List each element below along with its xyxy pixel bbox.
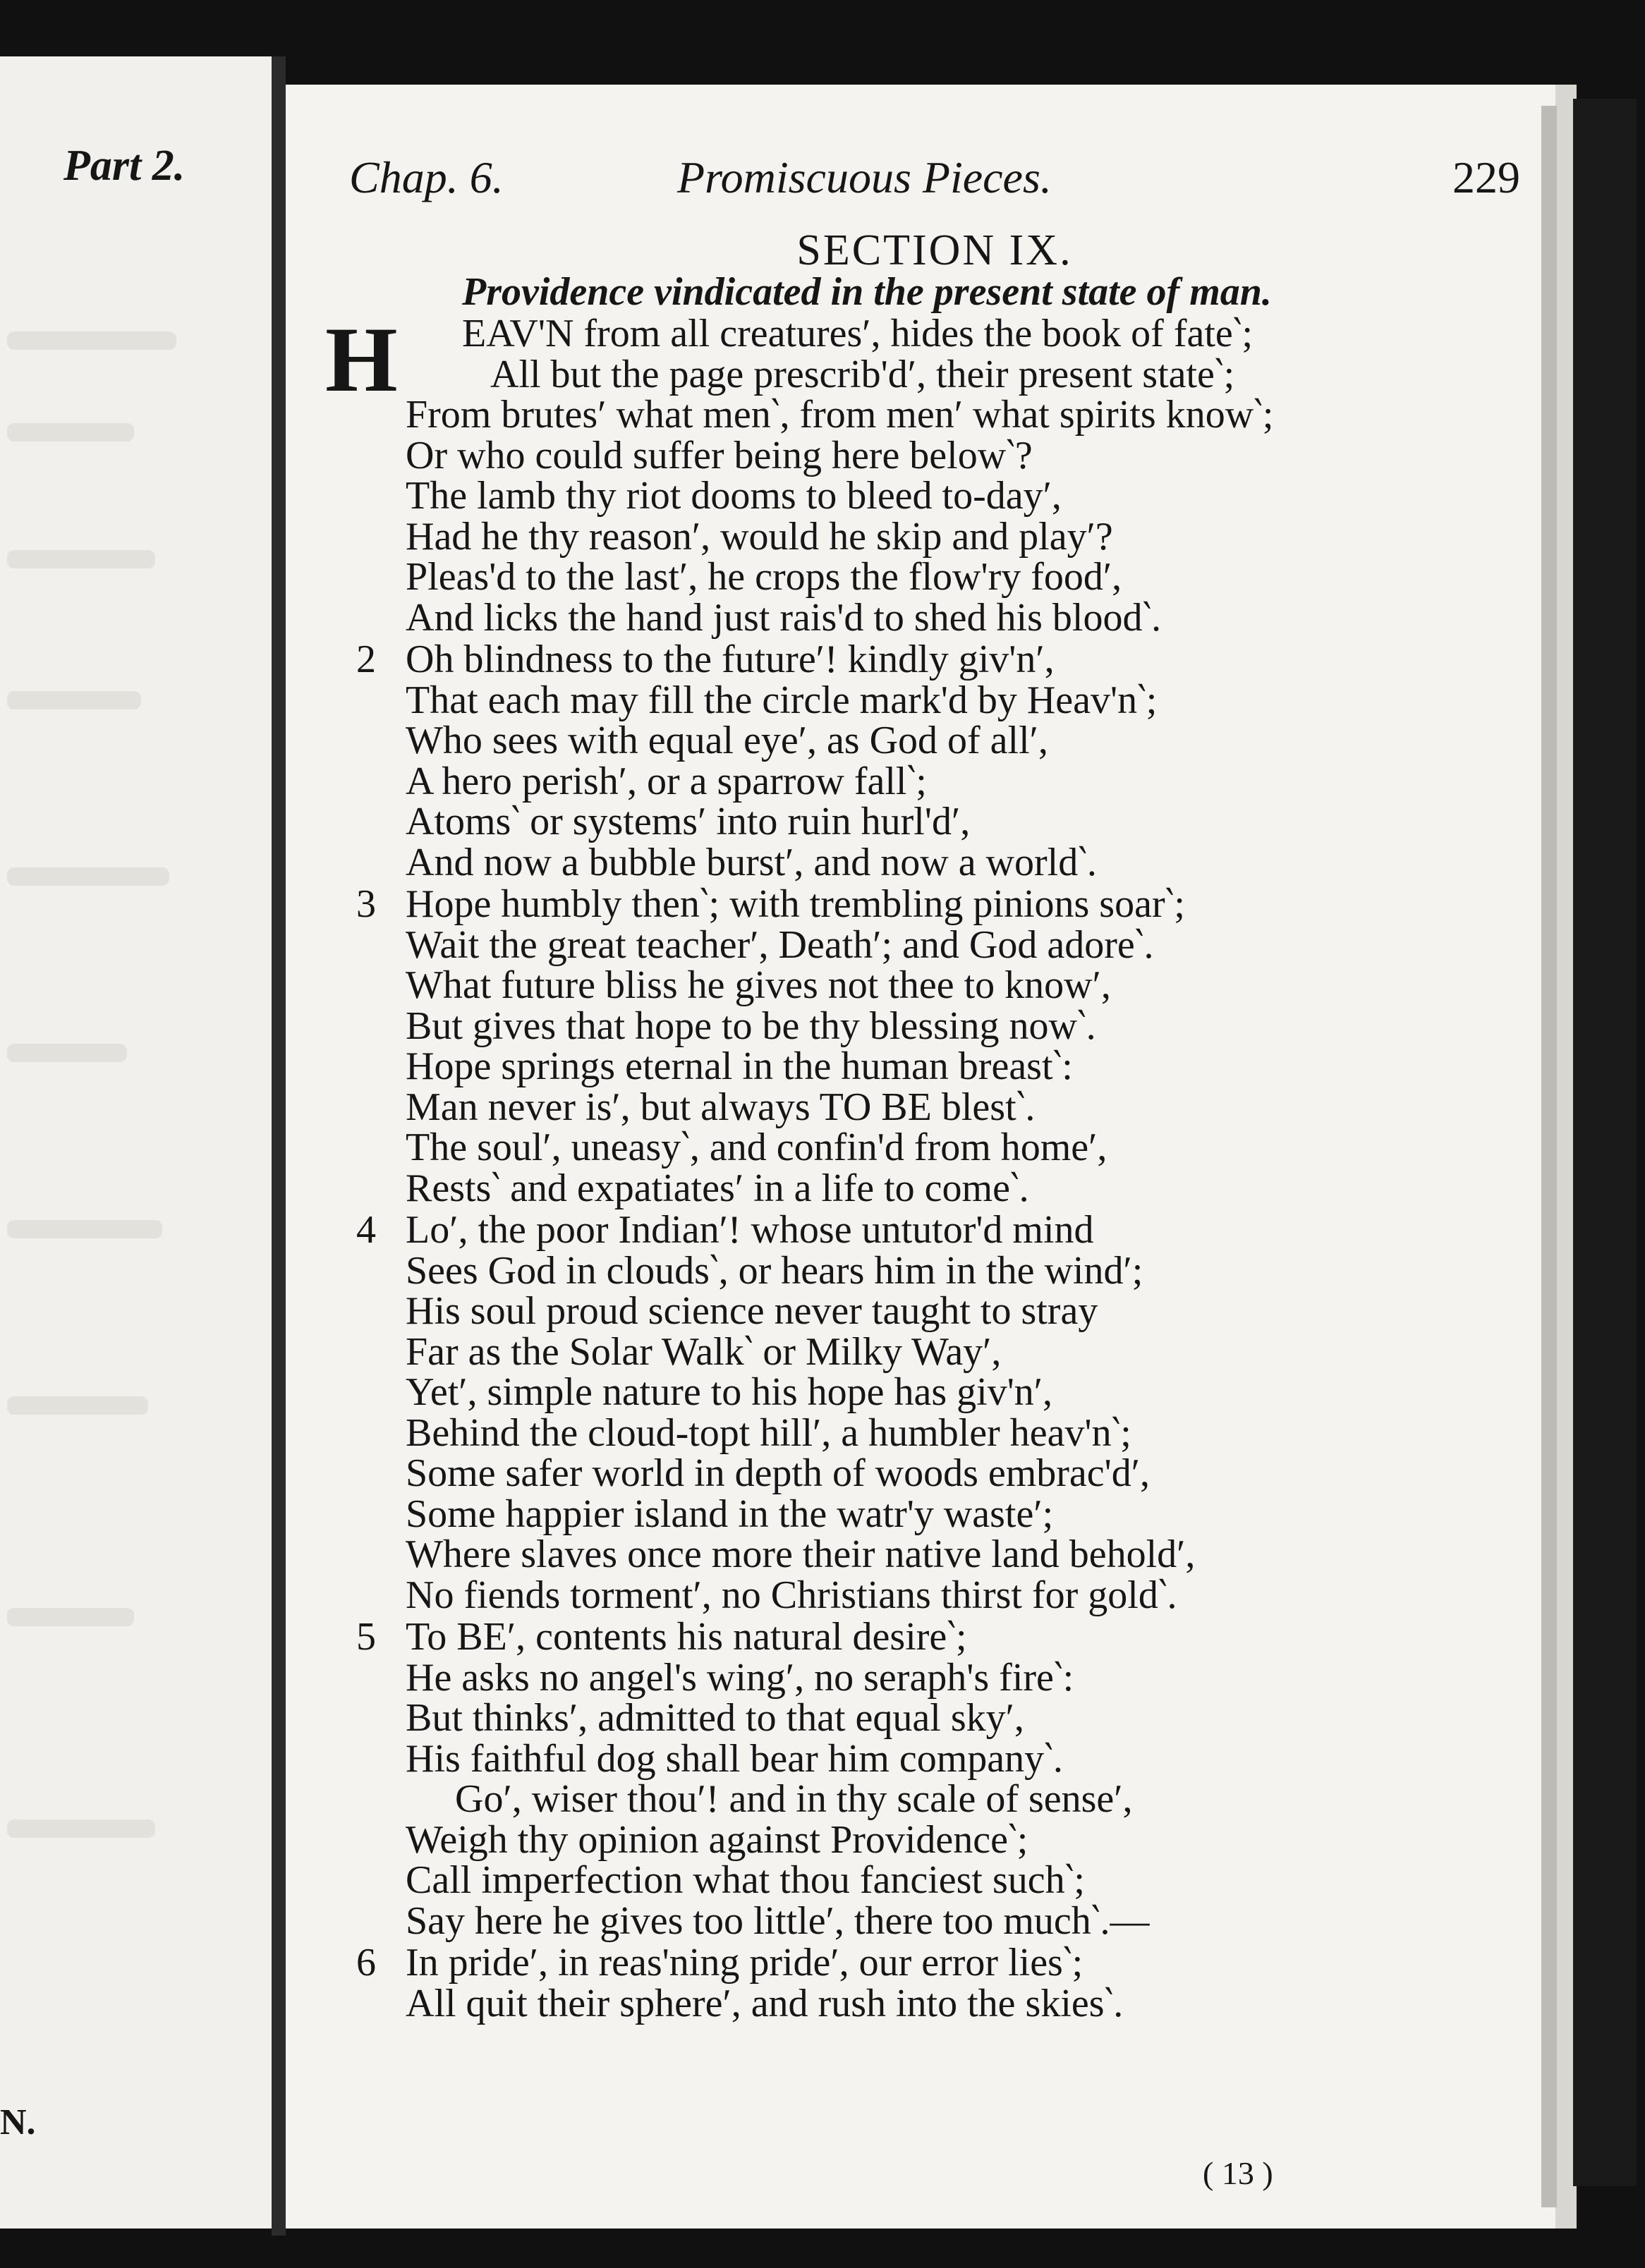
poem-line-text: Some safer world in depth of woods embrac'd′,: [406, 1451, 1150, 1495]
bleed-through-line: [7, 331, 176, 350]
poem-line: [356, 1981, 1541, 2025]
stanza-number: 6: [356, 1941, 376, 1984]
stanza: [356, 1943, 1541, 2024]
page-number: 229: [1452, 152, 1520, 202]
poem-line-text: To BE′, contents his natural desire‵;: [406, 1615, 967, 1659]
poem-line: [356, 1128, 1541, 1169]
bleed-through-line: [7, 550, 155, 568]
poem-line-text: Call imperfection what thou fanciest such‵;: [406, 1858, 1085, 1902]
poem-line: [356, 1736, 1541, 1781]
poem-line-text: He asks no angel's wing′, no seraph's fire‵:: [406, 1655, 1074, 1700]
poem-line: [356, 1410, 1541, 1455]
poem-line: [356, 1779, 1541, 1820]
poem-line-text: What future bliss he gives not thee to know′,: [406, 963, 1111, 1007]
stanza: [356, 314, 1541, 638]
poem-line: [356, 1532, 1541, 1576]
poem-line: [356, 1898, 1541, 1943]
poem-line-text: Wait the great teacher′, Death′; and God adore‵.: [406, 922, 1154, 967]
poem-line-text: Sees God in clouds‵, or hears him in the wind′;: [406, 1248, 1143, 1293]
poem-line: [356, 965, 1541, 1006]
poem-line: [356, 1617, 1541, 1658]
section-subtitle: Providence vindicated in the present state of man.: [462, 270, 1272, 314]
poem-line-text: Hope springs eternal in the human breast‵:: [406, 1044, 1073, 1088]
poem-line: [356, 557, 1541, 598]
stanza-number: 5: [356, 1615, 376, 1659]
poem-line: [356, 395, 1541, 436]
poem-body: [356, 314, 1541, 2024]
poem-line: [356, 595, 1541, 640]
poem-line-text: All but the page prescrib'd′, their present state‵;: [490, 352, 1235, 396]
poem-line-text: And now a bubble burst′, and now a world‵.: [406, 840, 1097, 884]
poem-line: [356, 352, 1541, 396]
poem-line: [356, 314, 1541, 355]
poem-line-text: A hero perish′, or a sparrow fall‵;: [406, 759, 927, 803]
poem-line: [356, 840, 1541, 884]
poem-line: [356, 1329, 1541, 1374]
bleed-through-line: [7, 423, 134, 441]
poem-line: [356, 1087, 1541, 1128]
poem-line: [356, 1494, 1541, 1535]
poem-line: [356, 1210, 1541, 1251]
previous-page-footer: N.: [0, 2102, 36, 2142]
poem-line-text: Yet′, simple nature to his hope has giv'n′,: [406, 1370, 1053, 1414]
poem-line-text: But gives that hope to be thy blessing now‵.: [406, 1004, 1096, 1048]
chapter-label: Chap. 6.: [349, 152, 504, 202]
poem-line-text: From brutes′ what men‵, from men′ what spirits know‵;: [406, 393, 1274, 437]
poem-line-text: All quit their sphere′, and rush into the skies‵.: [406, 1981, 1124, 2025]
poem-line: [356, 476, 1541, 517]
poem-line-text: But thinks′, admitted to that equal sky′,: [406, 1696, 1024, 1740]
poem-line: [356, 922, 1541, 967]
poem-line: [356, 1655, 1541, 1700]
book-page: [286, 85, 1577, 2229]
poem-line: [356, 514, 1541, 559]
poem-line-text: His faithful dog shall bear him company‵.: [406, 1736, 1063, 1781]
poem-line: [356, 1044, 1541, 1088]
poem-line: [356, 1575, 1541, 1616]
bleed-through-line: [7, 1220, 162, 1238]
poem-line-text: Weigh thy opinion against Providence‵;: [406, 1817, 1028, 1862]
poem-line-text: EAV'N from all creatures′, hides the book of fate‵;: [462, 312, 1254, 355]
poem-line: [356, 678, 1541, 722]
poem-line-text: And licks the hand just rais'd to shed his blood‵.: [406, 595, 1162, 640]
bleed-through-line: [7, 1608, 134, 1626]
poem-line-text: Rests‵ and expatiates′ in a life to come‵.: [406, 1166, 1029, 1210]
section-heading: SECTION IX.: [796, 226, 1073, 274]
poem-line-text: Had he thy reason′, would he skip and play′?: [406, 514, 1113, 559]
poem-line: [356, 802, 1541, 843]
poem-line-text: Where slaves once more their native land behold′,: [406, 1532, 1196, 1576]
bleed-through-line: [7, 1396, 148, 1415]
poem-line-text: The lamb thy riot dooms to bleed to-day′,: [406, 474, 1062, 518]
stanza: [356, 884, 1541, 1209]
poem-line: [356, 1817, 1541, 1862]
previous-page: [0, 56, 276, 2229]
poem-line: [356, 1698, 1541, 1739]
page-edge: [1541, 106, 1557, 2207]
poem-line: [356, 1248, 1541, 1293]
stanza: [356, 1210, 1541, 1616]
poem-line: [356, 759, 1541, 803]
poem-line-text: His soul proud science never taught to stray: [406, 1289, 1098, 1333]
previous-page-header: Part 2.: [63, 142, 186, 190]
poem-line-text: No fiends torment′, no Christians thirst for gold‵.: [406, 1573, 1177, 1617]
poem-line-text: Far as the Solar Walk‵ or Milky Way′,: [406, 1329, 1002, 1374]
poem-line: [356, 1006, 1541, 1047]
poem-line-text: The soul′, uneasy‵, and confin'd from home′,: [406, 1126, 1107, 1169]
poem-line: [356, 1860, 1541, 1901]
poem-line-text: Go′, wiser thou′! and in thy scale of sense′,: [455, 1777, 1133, 1821]
poem-line-text: Or who could suffer being here below‵?: [406, 433, 1033, 477]
poem-line-text: Some happier island in the watr'y waste′;: [406, 1492, 1054, 1536]
poem-line: [356, 1453, 1541, 1494]
book-gutter: [272, 56, 286, 2236]
poem-line-text: Lo′, the poor Indian′! whose untutor'd mind: [406, 1208, 1094, 1252]
poem-line-text: Hope humbly then‵; with trembling pinions soar‵;: [406, 882, 1185, 926]
stanza-number: 2: [356, 638, 376, 681]
poem-line: [356, 1291, 1541, 1332]
stanza-number: 3: [356, 882, 376, 926]
book-spine: [1573, 99, 1637, 2186]
running-title: Promiscuous Pieces.: [677, 152, 1052, 202]
poem-line-text: In pride′, in reas'ning pride′, our error lies‵;: [406, 1941, 1083, 1984]
running-head: [349, 152, 1520, 208]
stanza-number: 4: [356, 1208, 376, 1252]
poem-line-text: That each may fill the circle mark'd by Heav'n‵;: [406, 678, 1158, 722]
poem-line: [356, 1372, 1541, 1413]
stanza: [356, 640, 1541, 883]
bleed-through-line: [7, 1044, 127, 1062]
bleed-through-line: [7, 867, 169, 886]
poem-line: [356, 640, 1541, 681]
poem-line-text: Who sees with equal eye′, as God of all′,: [406, 719, 1048, 762]
poem-line: [356, 433, 1541, 477]
poem-line: [356, 884, 1541, 925]
bleed-through-line: [7, 691, 141, 709]
poem-line-text: Say here he gives too little′, there too much‵.—: [406, 1898, 1150, 1943]
poem-line-text: Oh blindness to the future′! kindly giv'n′,: [406, 638, 1055, 681]
signature-mark: ( 13 ): [1203, 2155, 1273, 2191]
bleed-through-line: [7, 1819, 155, 1838]
poem-line-text: Behind the cloud-topt hill′, a humbler heav'n‵;: [406, 1410, 1131, 1455]
drop-cap: H: [325, 307, 398, 411]
stanza: [356, 1617, 1541, 1941]
poem-line-text: Atoms‵ or systems′ into ruin hurl'd′,: [406, 800, 971, 843]
poem-line-text: Pleas'd to the last′, he crops the flow'ry food′,: [406, 555, 1122, 599]
poem-line: [356, 1943, 1541, 1984]
poem-line-text: Man never is′, but always TO BE blest‵.: [406, 1085, 1036, 1129]
poem-line: [356, 721, 1541, 762]
poem-line: [356, 1166, 1541, 1210]
